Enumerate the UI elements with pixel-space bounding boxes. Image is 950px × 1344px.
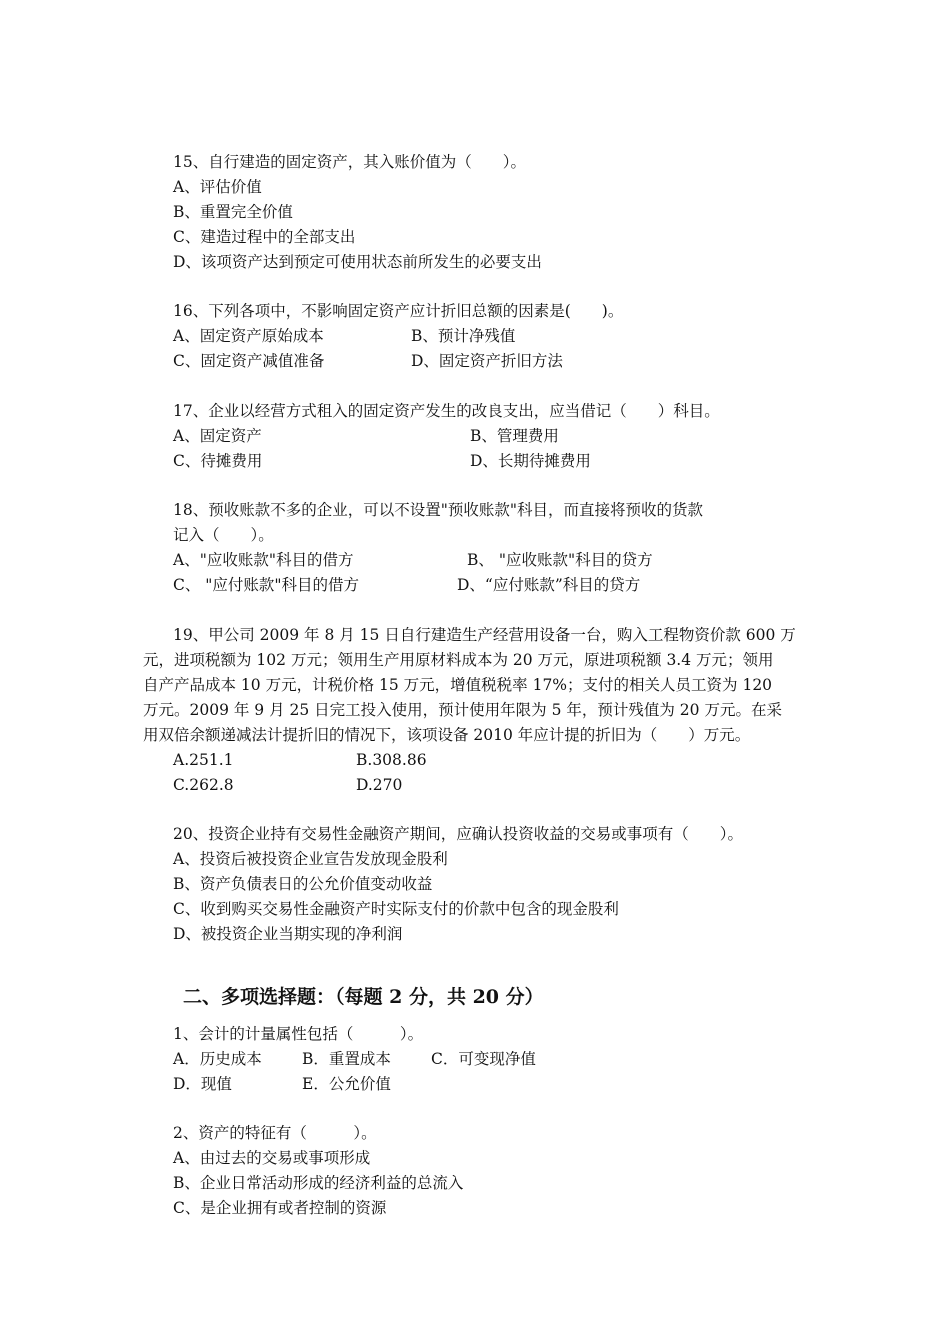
- m1-stem: 1、会计的计量属性包括（ ）。: [173, 1025, 424, 1043]
- q16-option-c: C、固定资产减值准备: [173, 352, 325, 370]
- m2-option-a: A、由过去的交易或事项形成: [173, 1149, 371, 1167]
- m1-option-d: D．现值: [173, 1075, 232, 1093]
- m1-option-a: A．历史成本: [173, 1050, 262, 1068]
- q16-option-a: A、固定资产原始成本: [173, 327, 324, 345]
- q19-option-d: D.270: [356, 776, 403, 794]
- q19-option-b: B.308.86: [356, 751, 427, 769]
- q15-option-c: C、建造过程中的全部支出: [173, 228, 356, 246]
- q17-stem: 17、企业以经营方式租入的固定资产发生的改良支出，应当借记（ ）科目。: [173, 402, 720, 420]
- q18-option-a: A、"应收账款"科目的借方: [173, 551, 354, 569]
- q18-stem-line1: 18、预收账款不多的企业，可以不设置"预收账款"科目，而直接将预收的货款: [173, 501, 703, 519]
- q15-option-b: B、重置完全价值: [173, 203, 293, 221]
- q19-line4: 万元。2009 年 9 月 25 日完工投入使用，预计使用年限为 5 年，预计残值为 20 万元。在采: [143, 701, 782, 719]
- q17-option-d: D、长期待摊费用: [470, 452, 591, 470]
- q15-stem: 15、自行建造的固定资产，其入账价值为（ ）。: [173, 153, 526, 171]
- q18-stem-line2: 记入（ ）。: [173, 526, 274, 544]
- m2-stem: 2、资产的特征有（ ）。: [173, 1124, 377, 1142]
- q18-option-c: C、 "应付账款"科目的借方: [173, 576, 360, 594]
- q15-option-d: D、该项资产达到预定可使用状态前所发生的必要支出: [173, 253, 542, 271]
- q19-line2: 元，进项税额为 102 万元；领用生产用原材料成本为 20 万元，原进项税额 3.4 万元；领用: [143, 651, 774, 669]
- m1-option-e: E．公允价值: [302, 1075, 391, 1093]
- m1-option-c: C．可变现净值: [431, 1050, 536, 1068]
- q20-option-d: D、被投资企业当期实现的净利润: [173, 925, 403, 943]
- q20-stem: 20、投资企业持有交易性金融资产期间，应确认投资收益的交易或事项有（ ）。: [173, 825, 743, 843]
- q16-option-d: D、固定资产折旧方法: [411, 352, 563, 370]
- q20-option-b: B、资产负债表日的公允价值变动收益: [173, 875, 433, 893]
- q19-line3: 自产产品成本 10 万元，计税价格 15 万元，增值税税率 17%；支付的相关人员工资为 120: [143, 676, 773, 694]
- q20-option-a: A、投资后被投资企业宣告发放现金股利: [173, 850, 448, 868]
- q19-option-a: A.251.1: [173, 751, 234, 769]
- q17-option-a: A、固定资产: [173, 427, 262, 445]
- q16-option-b: B、预计净残值: [411, 327, 516, 345]
- q19-line5: 用双倍余额递减法计提折旧的情况下，该项设备 2010 年应计提的折旧为（ ）万元。: [143, 726, 751, 744]
- m1-option-b: B．重置成本: [302, 1050, 391, 1068]
- q19-line1: 19、甲公司 2009 年 8 月 15 日自行建造生产经营用设备一台，购入工程物资价款 600 万: [173, 626, 796, 644]
- section-heading-multiple-choice: 二、多项选择题：（每题 2 分，共 20 分）: [183, 986, 544, 1008]
- q19-option-c: C.262.8: [173, 776, 234, 794]
- q18-option-b: B、 "应收账款"科目的贷方: [467, 551, 653, 569]
- q17-option-b: B、管理费用: [470, 427, 559, 445]
- q20-option-c: C、收到购买交易性金融资产时实际支付的价款中包含的现金股利: [173, 900, 619, 918]
- m2-option-b: B、企业日常活动形成的经济利益的总流入: [173, 1174, 464, 1192]
- q18-option-d: D、“应付账款”科目的贷方: [457, 576, 641, 594]
- q16-stem: 16、下列各项中，不影响固定资产应计折旧总额的因素是( )。: [173, 302, 624, 320]
- q15-option-a: A、评估价值: [173, 178, 262, 196]
- m2-option-c: C、是企业拥有或者控制的资源: [173, 1199, 387, 1217]
- q17-option-c: C、待摊费用: [173, 452, 263, 470]
